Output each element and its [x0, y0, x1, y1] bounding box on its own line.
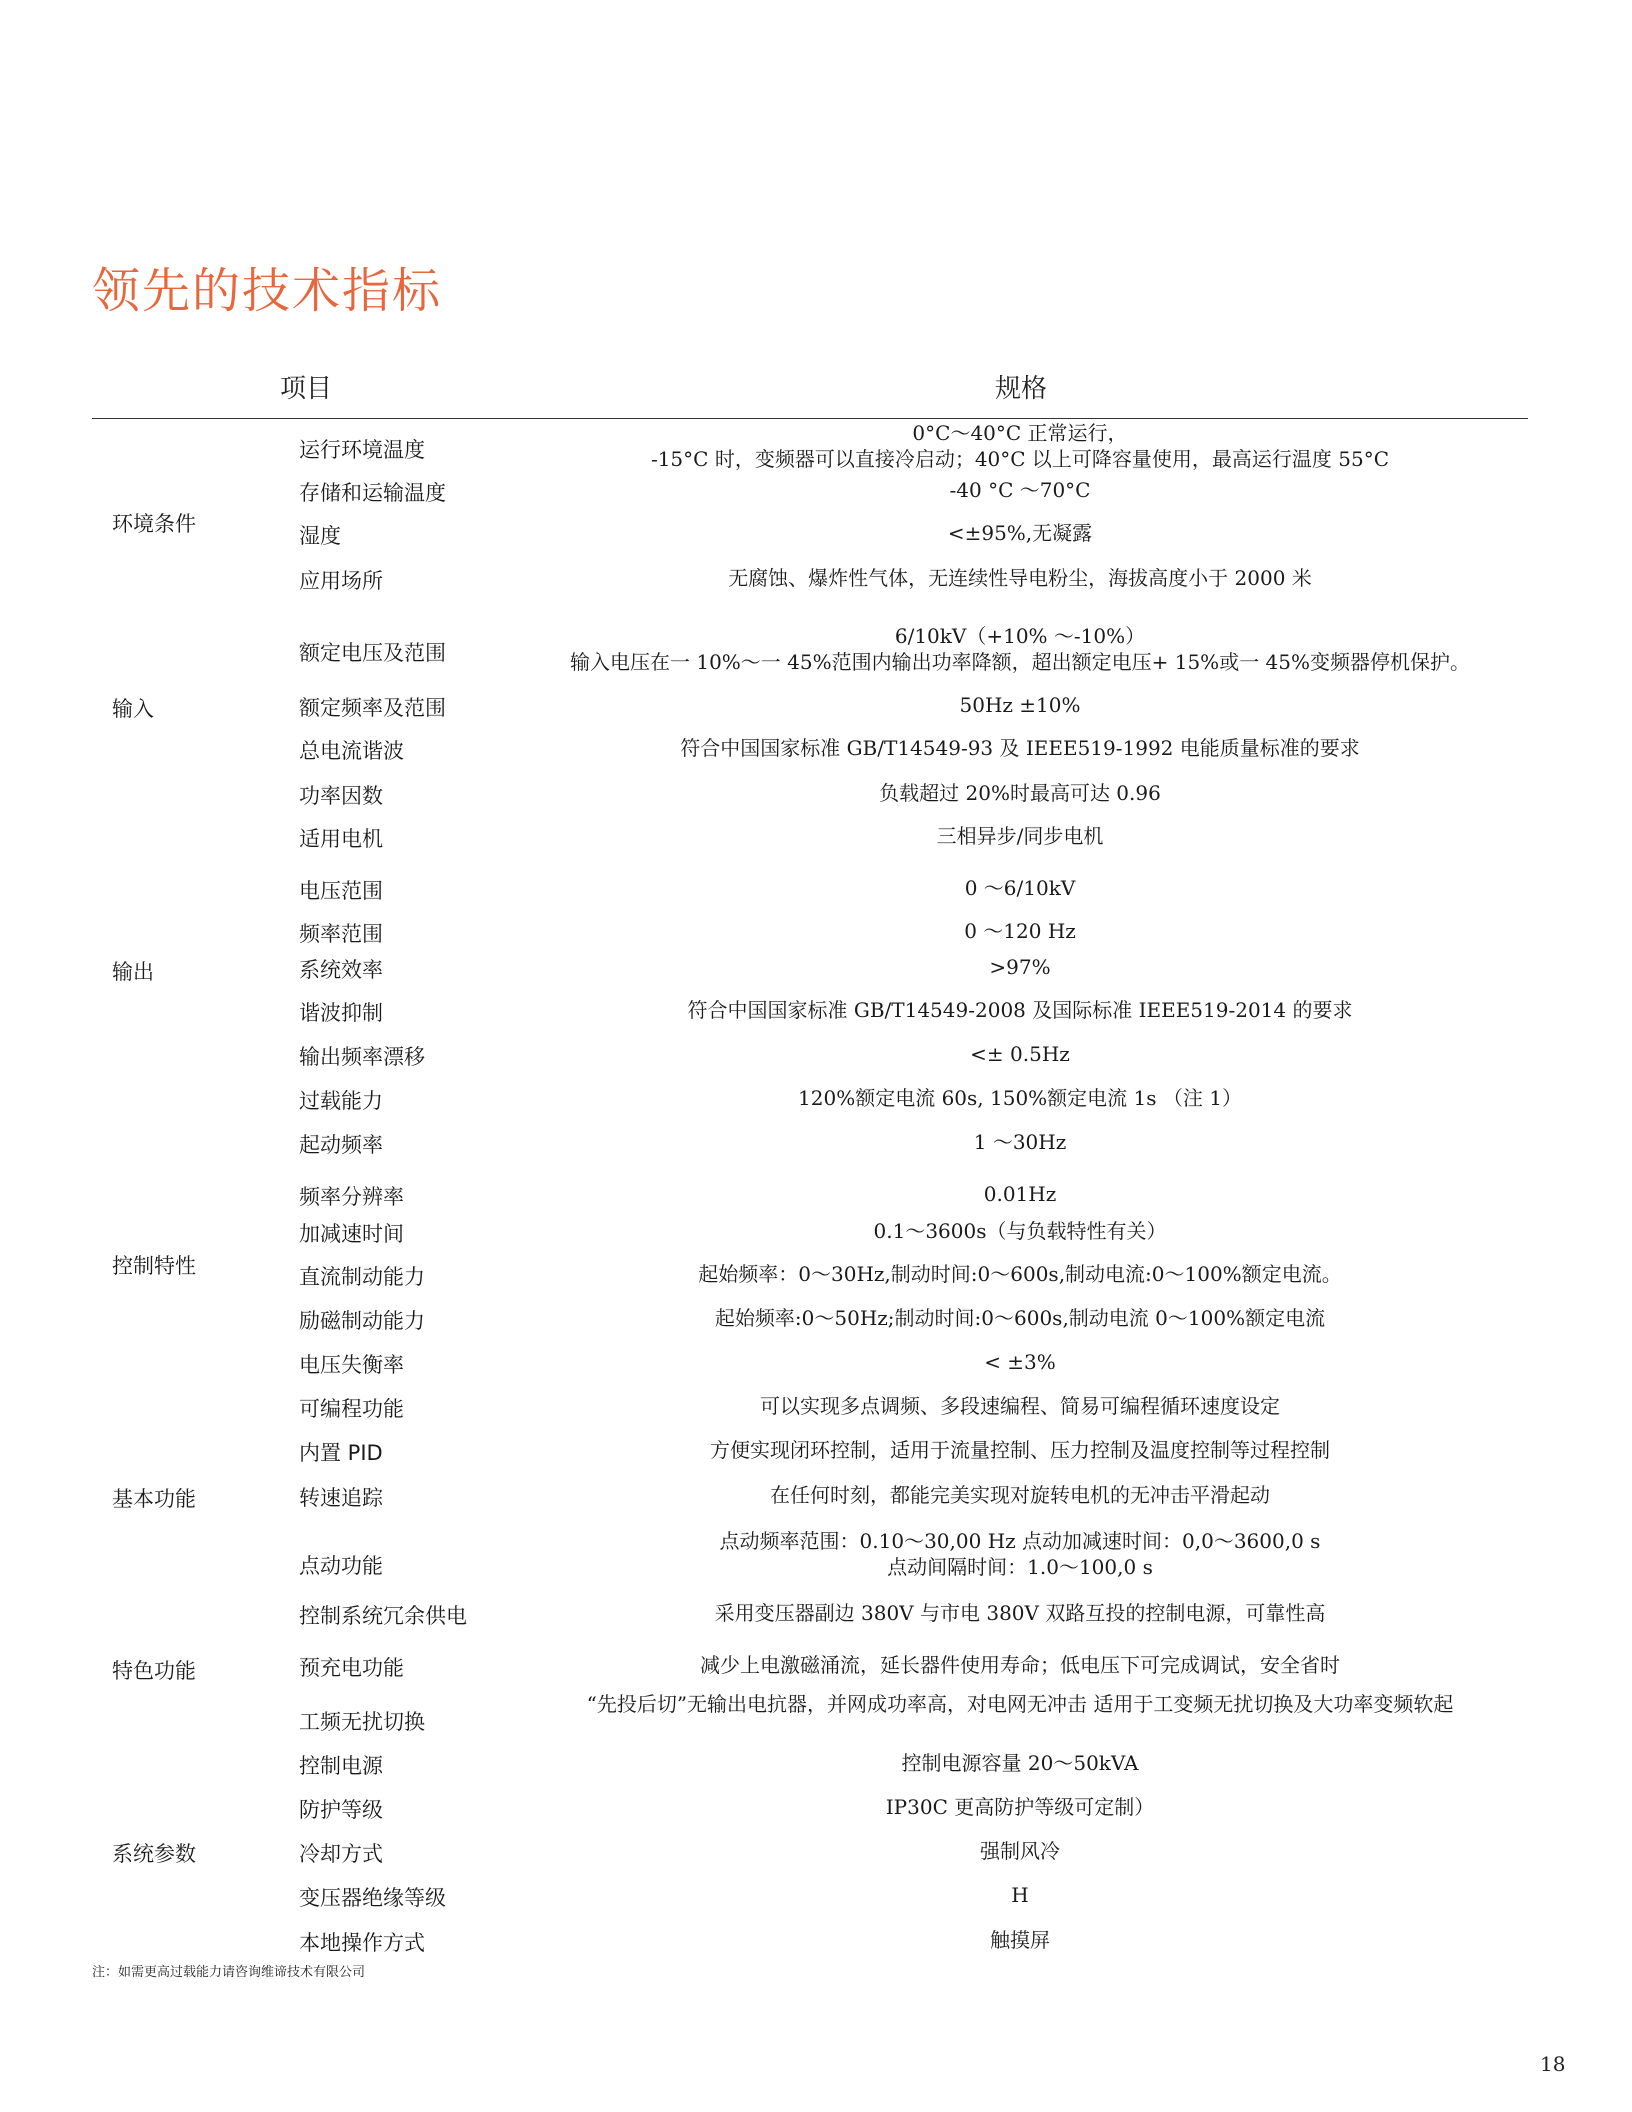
spec-line: 输入电压在一 10%～一 45%范围内输出功率降额，超出额定电压+ 15%或一 45%变频器停机保护。: [570, 650, 1470, 674]
item-accel-decel-time: 加减速时间: [299, 1222, 404, 1246]
item-precharge: 预充电功能: [299, 1656, 404, 1680]
item-programmable: 可编程功能: [299, 1397, 404, 1421]
spec-speed-tracking: 在任何时刻，都能完美实现对旋转电机的无冲击平滑起动: [770, 1483, 1270, 1507]
spec-transformer-insulation: H: [1011, 1883, 1029, 1907]
spec-local-operation: 触摸屏: [990, 1928, 1050, 1952]
footnote: 注：如需更高过载能力请咨询维谛技术有限公司: [92, 1965, 366, 1980]
spec-cooling: 强制风冷: [980, 1839, 1060, 1863]
item-control-power: 控制电源: [299, 1754, 383, 1778]
spec-protection-class: IP30C 更高防护等级可定制）: [885, 1795, 1155, 1819]
item-bypass-switch: 工频无扰切换: [299, 1710, 425, 1734]
item-voltage-range: 电压范围: [299, 879, 383, 903]
item-frequency-resolution: 频率分辨率: [299, 1185, 404, 1209]
spec-starting-frequency: 1 ～30Hz: [973, 1130, 1067, 1154]
item-frequency-range: 频率范围: [299, 922, 383, 946]
spec-harmonic-suppression: 符合中国国家标准 GB/T14549-2008 及国际标准 IEEE519-2014 的要求: [687, 998, 1353, 1022]
spec-builtin-pid: 方便实现闭环控制，适用于流量控制、压力控制及温度控制等过程控制: [710, 1438, 1330, 1462]
spec-jog-function: [540, 1528, 1500, 1580]
category-control: 控制特性: [112, 1254, 196, 1278]
spec-line: 点动频率范围：0.10～30,00 Hz 点动加减速时间：0,0～3600,0 s: [719, 1529, 1321, 1553]
spec-precharge: 减少上电激磁涌流，延长器件使用寿命；低电压下可完成调试，安全省时: [700, 1653, 1340, 1677]
item-rated-frequency: 额定频率及范围: [299, 696, 446, 720]
category-system: 系统参数: [112, 1842, 196, 1866]
spec-rated-frequency: 50Hz ±10%: [959, 693, 1081, 717]
item-excitation-braking: 励磁制动能力: [299, 1309, 425, 1333]
spec-operating-temp: [540, 420, 1500, 472]
item-rated-voltage: 额定电压及范围: [299, 641, 446, 665]
spec-bypass-switch: “先投后切”无输出电抗器，并网成功率高，对电网无冲击 适用于工变频无扰切换及大功率变频软起: [586, 1692, 1454, 1716]
item-jog-function: 点动功能: [299, 1554, 383, 1578]
header-item: 项目: [280, 374, 333, 404]
item-dc-braking: 直流制动能力: [299, 1265, 425, 1289]
spec-humidity: <±95%,无凝露: [947, 521, 1093, 545]
item-cooling: 冷却方式: [299, 1842, 383, 1866]
spec-programmable: 可以实现多点调频、多段速编程、简易可编程循环速度设定: [760, 1394, 1280, 1418]
item-speed-tracking: 转速追踪: [299, 1486, 383, 1510]
item-current-harmonics: 总电流谐波: [299, 739, 404, 763]
spec-overload-capacity: 120%额定电流 60s, 150%额定电流 1s （注 1）: [798, 1086, 1242, 1110]
spec-frequency-resolution: 0.01Hz: [983, 1182, 1057, 1206]
spec-line: 0°C～40°C 正常运行，: [912, 421, 1128, 445]
spec-current-harmonics: 符合中国国家标准 GB/T14549-93 及 IEEE519-1992 电能质量标准的要求: [680, 736, 1360, 760]
item-transformer-insulation: 变压器绝缘等级: [299, 1886, 446, 1910]
header-rule: [92, 418, 1528, 419]
spec-line: 6/10kV（+10% ～-10%）: [894, 624, 1146, 648]
category-output: 输出: [112, 960, 154, 984]
item-redundant-power: 控制系统冗余供电: [299, 1604, 467, 1628]
item-applicable-motor: 适用电机: [299, 827, 383, 851]
spec-line: 点动间隔时间：1.0～100,0 s: [887, 1555, 1153, 1579]
spec-system-efficiency: >97%: [989, 955, 1051, 979]
item-builtin-pid: 内置 PID: [299, 1441, 383, 1465]
item-application-site: 应用场所: [299, 569, 383, 593]
spec-voltage-imbalance: < ±3%: [984, 1350, 1056, 1374]
table-header: [0, 368, 1632, 408]
category-input: 输入: [112, 697, 154, 721]
item-operating-temp: 运行环境温度: [299, 438, 425, 462]
spec-rated-voltage: [540, 623, 1500, 675]
category-special: 特色功能: [112, 1659, 196, 1683]
spec-application-site: 无腐蚀、爆炸性气体，无连续性导电粉尘，海拔高度小于 2000 米: [728, 566, 1312, 590]
spec-output-frequency-drift: <± 0.5Hz: [970, 1042, 1070, 1066]
item-harmonic-suppression: 谐波抑制: [299, 1001, 383, 1025]
item-protection-class: 防护等级: [299, 1798, 383, 1822]
item-output-frequency-drift: 输出频率漂移: [299, 1045, 425, 1069]
item-starting-frequency: 起动频率: [299, 1133, 383, 1157]
spec-voltage-range: 0 ～6/10kV: [964, 876, 1076, 900]
header-spec: 规格: [995, 374, 1048, 404]
spec-redundant-power: 采用变压器副边 380V 与市电 380V 双路互投的控制电源，可靠性高: [714, 1601, 1326, 1625]
spec-line: -15°C 时，变频器可以直接冷启动；40°C 以上可降容量使用，最高运行温度 55°C: [650, 447, 1390, 471]
page-number: 18: [1540, 2052, 1566, 2076]
category-env: 环境条件: [112, 512, 196, 536]
item-power-factor: 功率因数: [299, 784, 383, 808]
spec-dc-braking: 起始频率：0～30Hz,制动时间:0～600s,制动电流:0～100%额定电流。: [698, 1262, 1342, 1286]
spec-applicable-motor: 三相异步/同步电机: [936, 824, 1104, 848]
item-humidity: 湿度: [299, 524, 341, 548]
item-local-operation: 本地操作方式: [299, 1931, 425, 1955]
page-title: 领先的技术指标: [92, 263, 443, 319]
spec-excitation-braking: 起始频率:0～50Hz;制动时间:0～600s,制动电流 0～100%额定电流: [714, 1306, 1326, 1330]
spec-control-power: 控制电源容量 20～50kVA: [901, 1751, 1139, 1775]
spec-frequency-range: 0 ～120 Hz: [964, 919, 1076, 943]
spec-storage-temp: -40 °C ～70°C: [949, 478, 1091, 502]
spec-accel-decel-time: 0.1～3600s（与负载特性有关）: [873, 1219, 1167, 1243]
item-voltage-imbalance: 电压失衡率: [299, 1353, 404, 1377]
item-overload-capacity: 过载能力: [299, 1089, 383, 1113]
spec-power-factor: 负载超过 20%时最高可达 0.96: [879, 781, 1161, 805]
item-storage-temp: 存储和运输温度: [299, 481, 446, 505]
category-basic: 基本功能: [112, 1487, 196, 1511]
item-system-efficiency: 系统效率: [299, 958, 383, 982]
